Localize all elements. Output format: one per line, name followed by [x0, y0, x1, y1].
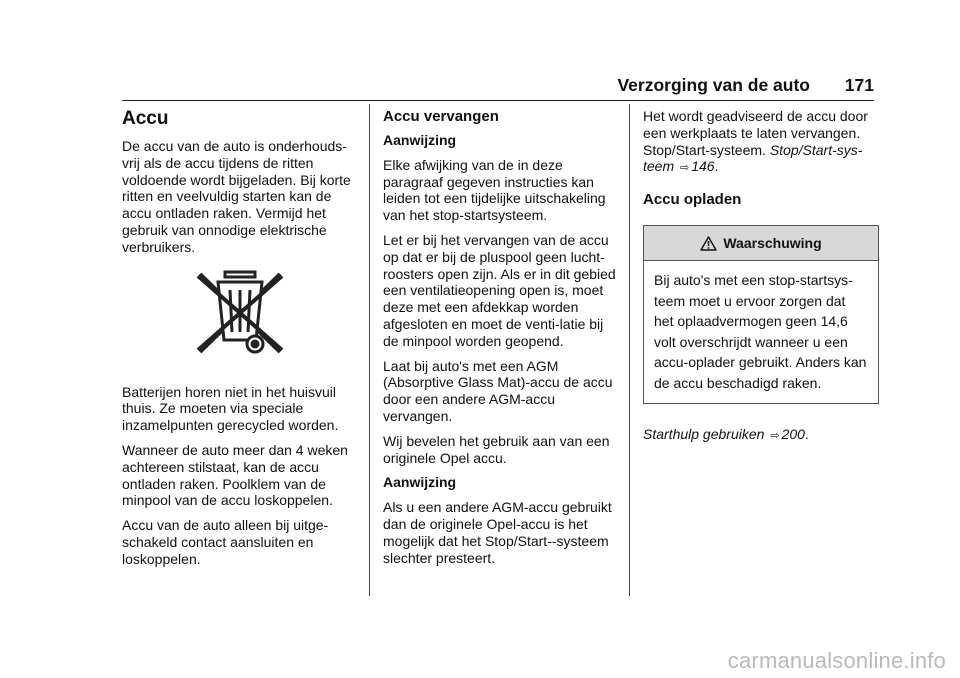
crossed-out-wheelie-bin-icon	[122, 266, 358, 376]
note-label: Aanwijzing	[383, 132, 457, 148]
warning-box	[643, 225, 879, 404]
page-header	[122, 74, 874, 101]
paragraph: Let er bij het vervangen van de accu op dat er bij de pluspool geen lucht-roosters open zijn. Als er in dit gebied een ventilatieopening open is, moet deze met een afdekkap worden afgesloten en moet de venti-latie bij de minpool worden geopend.	[383, 231, 616, 349]
paragraph: Batterijen horen niet in het huisvuil thuis. Ze moeten via speciale inzamelpunten gerecycled worden.	[122, 383, 339, 434]
paragraph	[643, 108, 879, 177]
heading-accu: Accu	[122, 108, 169, 129]
page-ref-arrow-icon: ⇨	[770, 430, 780, 443]
note-label: Aanwijzing	[383, 474, 457, 491]
heading-accu-opladen: Accu opladen	[643, 191, 742, 209]
column-2	[383, 108, 619, 574]
paragraph-text: Het wordt geadviseerd de accu door een werkplaats te laten vervangen. Stop/Start-systeem.	[643, 108, 868, 158]
cross-reference-link[interactable]: Starthulp gebruiken	[643, 426, 765, 443]
ref-punctuation: .	[714, 158, 719, 175]
page-number: 171	[844, 75, 874, 95]
watermark: carmanualsonline.info	[727, 648, 946, 673]
warning-header	[644, 226, 878, 261]
warning-label: Waarschuwing	[723, 234, 822, 251]
column-divider	[369, 104, 370, 596]
ref-punctuation: .	[804, 426, 809, 443]
heading-accu-vervangen: Accu vervangen	[383, 108, 499, 125]
cross-reference-link[interactable]: Stop/Start-sys-teem	[643, 141, 863, 175]
warning-triangle-icon	[700, 236, 717, 251]
page-ref-number[interactable]: 146	[691, 158, 715, 175]
paragraph	[643, 426, 879, 445]
paragraph: Wanneer de auto meer dan 4 weken achtereen stilstaat, kan de accu ontladen raken. Poolklem van de minpool van de accu loskoppelen.	[122, 441, 348, 509]
warning-text: Bij auto's met een stop-startsys-teem moet u ervoor zorgen dat het oplaadvermogen geen 14,6 volt overschrijdt wanneer u een accu-oplader gebruikt. Anders kan de accu beschadigd raken.	[654, 272, 867, 391]
page-ref-number[interactable]: 200	[781, 426, 805, 443]
paragraph: Accu van de auto alleen bij uitge-schakeld contact aansluiten en loskoppelen.	[122, 517, 329, 567]
paragraph: De accu van de auto is onderhouds-vrij als de accu tijdens de ritten voldoende wordt bijgeladen. Bij korte ritten en veelvuldig starten kan de accu ontladen raken. Vermijd het gebruik van onnodige elektrische verbruikers.	[122, 138, 351, 255]
section-title: Verzorging van de auto	[617, 75, 810, 95]
page-ref-arrow-icon: ⇨	[680, 162, 690, 175]
note-text: Als u een andere AGM-accu gebruikt dan de originele Opel-accu is het mogelijk dat het Stop/Start--systeem slechter presteert.	[383, 499, 612, 566]
paragraph: Laat bij auto's met een AGM (Absorptive Glass Mat)-accu de accu door een andere AGM-accu vervangen.	[383, 357, 613, 424]
column-divider	[629, 104, 630, 596]
paragraph: Wij bevelen het gebruik aan van een originele Opel accu.	[383, 432, 610, 466]
column-3	[643, 108, 879, 453]
column-1	[122, 108, 358, 576]
note-text: Elke afwijking van de in deze paragraaf gegeven instructies kan leiden tot een tijdelijke uitschakeling van het stop-startsysteem.	[383, 156, 606, 224]
